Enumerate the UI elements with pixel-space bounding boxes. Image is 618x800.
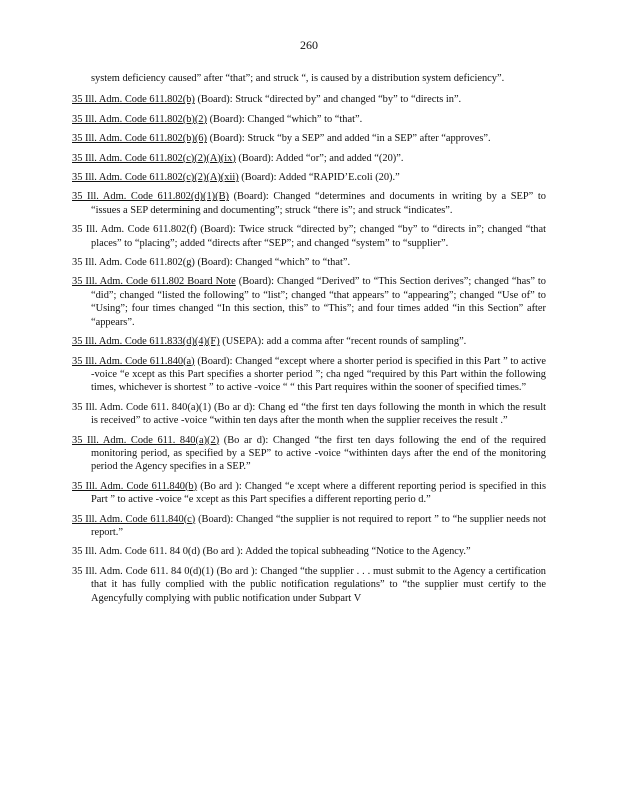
entry-text: (Bo ar d): Changed “the first ten days following the end of the required monitoring period, as specified by a SEP” to active -voice “withinten days after the end of the monitoring period the Agency specifies in a SEP.” [91, 434, 546, 473]
citation: 35 Ill. Adm. Code 611. 84 0(d)(1) [72, 565, 214, 577]
entry-text: (Board): Struck “by a SEP” and added “in a SEP” after “approves”. [206, 133, 491, 145]
amendment-entry [72, 132, 546, 145]
citation: 35 Ill. Adm. Code 611.833(d)(4)(F) [72, 336, 220, 348]
entry-text: (Bo ar d): Chang ed “the first ten days following the month in which the result is received” to active -voice “within ten days after the month when the supplier receives the result .” [91, 401, 546, 427]
amendment-entry [72, 434, 546, 474]
entry-text: (Board): Changed “which” to “that”. [194, 257, 351, 269]
citation: 35 Ill. Adm. Code 611.802(b)(2) [72, 113, 207, 125]
amendment-entry [72, 565, 546, 605]
amendment-entry [72, 545, 546, 558]
amendment-entry [72, 256, 546, 269]
amendment-entry [72, 480, 546, 507]
citation: 35 Ill. Adm. Code 611.802(g) [72, 257, 195, 269]
amendment-entry [72, 152, 546, 165]
amendment-entry [72, 335, 546, 348]
entry-text: (Bo ard ): Added the topical subheading “Notice to the Agency.” [200, 546, 471, 558]
amendment-entry [72, 223, 546, 250]
amendment-entry [72, 275, 546, 329]
citation: 35 Ill. Adm. Code 611.802 Board Note [72, 276, 236, 288]
citation: 35 Ill. Adm. Code 611.840(a) [72, 355, 195, 367]
entry-text: (Board): Changed “which” to “that”. [206, 113, 363, 125]
amendment-entry [72, 190, 546, 217]
entry-text: (Board): Changed “determines and documents in writing by a SEP” to “issues a SEP determining and documenting”; struck “there is”; and struck “indicates”. [91, 191, 546, 216]
continued-paragraph: system deficiency caused” after “that”; and struck “, is caused by a distribution system deficiency”. [91, 73, 505, 84]
entry-text: (Bo ard ): Changed “the supplier . . . must submit to the Agency a certification that it has fully complied with the public notification regulations” to “the supplier must certify to the Agencyfully complying with public notification under Subpart V [91, 565, 546, 604]
citation: 35 Ill. Adm. Code 611.802(b)(6) [72, 133, 207, 145]
citation: 35 Ill. Adm. Code 611. 840(a)(2) [72, 434, 220, 446]
entry-text: (Board): Added “RAPID’E.coli (20).” [238, 172, 400, 184]
citation: 35 Ill. Adm. Code 611.802(b) [72, 94, 195, 106]
page-number: 260 [300, 38, 318, 52]
citation: 35 Ill. Adm. Code 611. 840(a)(1) [72, 401, 212, 413]
citation: 35 Ill. Adm. Code 611.802(f) [72, 224, 197, 236]
amendment-entry [72, 355, 546, 395]
citation: 35 Ill. Adm. Code 611.802(c)(2)(A)(xii) [72, 172, 239, 184]
citation: 35 Ill. Adm. Code 611.802(d)(1)(B) [72, 191, 229, 203]
amendment-entry [72, 171, 546, 184]
citation: 35 Ill. Adm. Code 611. 84 0(d) [72, 546, 201, 558]
entry-text: (Bo ard ): Changed “e xcept where a different reporting period is specified in this Part ” to active -voice “e xcept as this Part specifies a different reporting perio d.” [91, 480, 546, 506]
entry-text: (Board): Twice struck “directed by”; changed “by” to “directs in”; changed “that places” to “placing”; added “directs after “SEP”; and changed “system” to “supplier”. [91, 224, 546, 249]
amendment-entry [72, 93, 546, 106]
entry-text: (Board): Changed “the supplier is not required to report ” to “he supplier needs not report.” [91, 513, 546, 538]
amendment-entry [72, 113, 546, 126]
entry-text: (Board): Struck “directed by” and changed “by” to “directs in”. [194, 94, 462, 106]
document-body [72, 72, 546, 611]
entry-text: (Board): Added “or”; and added “(20)”. [235, 152, 404, 164]
citation: 35 Ill. Adm. Code 611.802(c)(2)(A)(ix) [72, 152, 236, 164]
citation: 35 Ill. Adm. Code 611.840(b) [72, 480, 198, 492]
amendment-entry [72, 513, 546, 540]
entry-text: (Board): Changed “except where a shorter period is specified in this Part ” to active -voice “e xcept as this Part specifies a shorter period ”; cha nged “required by this Part within the following times, whichever is shortest ” to active -voice “ “ this Part requires within the sooner of specified times.” [91, 355, 546, 394]
entry-text: (USEPA): add a comma after “recent rounds of sampling”. [219, 336, 467, 348]
amendment-entry [72, 401, 546, 428]
citation: 35 Ill. Adm. Code 611.840(c) [72, 513, 196, 525]
entry-text: (Board): Changed “Derived” to “This Section derives”; changed “has” to “did”; changed “listed the following” to “list”; changed “that appears” to “appearing”; changed “Use of” to “Using”; four times changed “In this section, this” to “This”; and four times added “in this Section” after “appears”. [91, 276, 546, 328]
